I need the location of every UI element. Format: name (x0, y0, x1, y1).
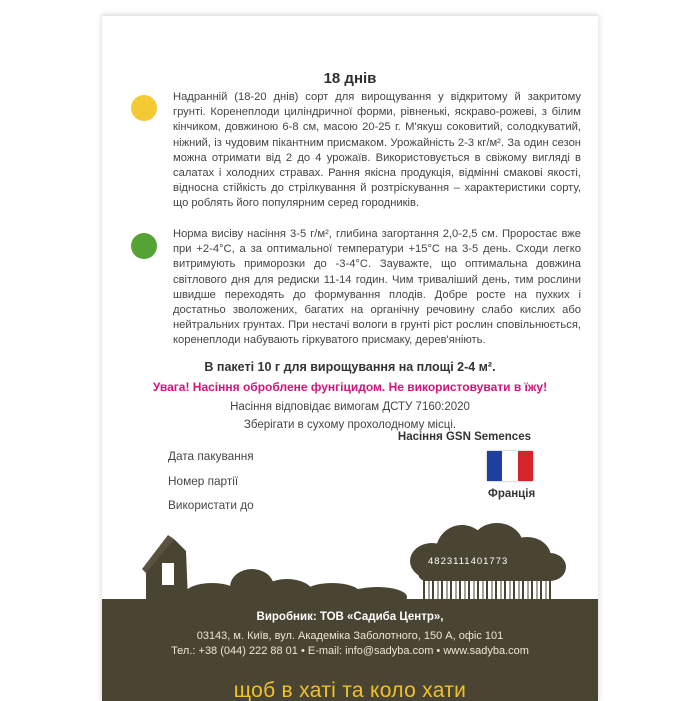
seed-packet-back (102, 15, 598, 701)
batch-number-label: Номер партії (168, 474, 239, 488)
manufacturer-name: Виробник: ТОВ «Садиба Центр», (256, 611, 444, 623)
rain-cloud-icon (410, 523, 566, 581)
package-size-text: В пакеті 10 г для вирощування на площі 2-4 м². (204, 360, 496, 374)
use-by-label: Використати до (168, 498, 254, 512)
france-flag-icon (487, 451, 533, 481)
maturity-days-heading: 18 днів (323, 70, 377, 87)
pack-date-label: Дата пакування (168, 449, 254, 463)
storage-instructions: Зберігати в сухому прохолодному місці. (243, 419, 457, 431)
fungicide-warning: Увага! Насіння оброблене фунгіцидом. Не використовувати в їжу! (152, 380, 548, 394)
sowing-instructions: Норма висіву насіння 3-5 г/м², глибина загортання 2,0-2,5 см. Проростає вже при +2-4°С, а за оптимальної температури +15°С на 3-5 день. Сходи легко витримують приморозки до -3-4°С. Зауважте, що оптимальна довжина світлового дня для редиски 11-14 годин. Чим триваліший день, тим рослини швидше переходять до формування плодів. Добре росте на пухких і достатньо зволожених, багатих на органічну речовину слабо кислих або нейтральних грунтах. При нестачі вологи в грунті ріст рослин сповільнюється, коренеплоди набувають гіркуватого присмаку, дерев'яніють. (173, 228, 581, 347)
variety-description: Надранній (18-20 днів) сорт для вирощування у відкритому й закритому грунті. Коренеплоди циліндричної форми, рівненькі, яскраво-рожеві, з білим кінчиком, довжиною 6-8 см, масою 20-25 г. М'якуш соковитий, солодкуватий, ніжний, із чудовим пікантним присмаком. Урожайність 2-3 кг/м². За один сезон можна отримати від 2 до 4 урожаїв. Використовується в свіжому вигляді в салатах і холодних стравах. Рання якісна продукція, відмінні смакові якості, відносна стійкість до стрілкування й розтріскування – характеристики сорту, що роблять його популярним серед городників. (173, 91, 581, 210)
origin-country: Франція (488, 488, 536, 500)
barcode-number: 4823111401773 (428, 556, 509, 567)
green-dot-icon (131, 233, 157, 259)
manufacturer-contacts: Тел.: +38 (044) 222 88 01 • E-mail: info@sadyba.com • www.sadyba.com (171, 645, 529, 657)
yellow-dot-icon (131, 95, 157, 121)
landscape-illustration (102, 521, 598, 611)
manufacturer-address: 03143, м. Київ, вул. Академіка Заболотного, 150 А, офіс 101 (196, 630, 504, 642)
brand-slogan: щоб в хаті та коло хати (233, 679, 467, 701)
house-icon (142, 535, 188, 601)
seed-brand: Насіння GSN Semences (397, 431, 531, 443)
standard-compliance: Насіння відповідає вимогам ДСТУ 7160:2020 (230, 401, 470, 413)
